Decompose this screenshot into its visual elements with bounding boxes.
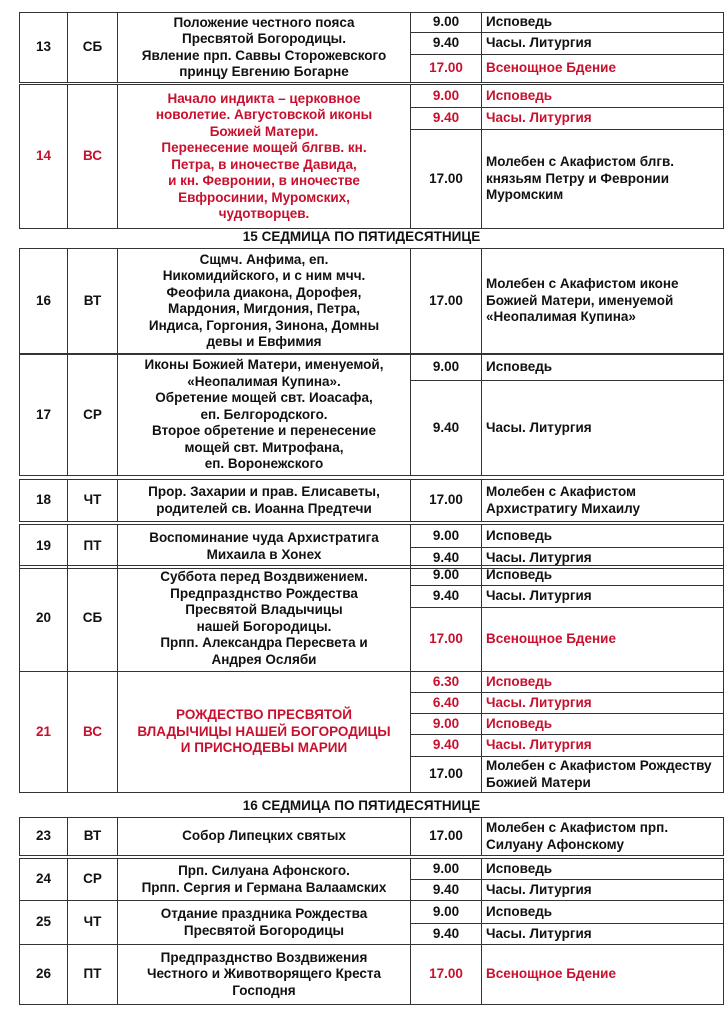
service-time: 9.00 — [411, 13, 482, 33]
day-number: 21 — [20, 672, 68, 793]
service-row — [20, 901, 724, 924]
day-number: 25 — [20, 901, 68, 945]
day-table — [19, 565, 724, 672]
description-line: Прор. Захарии и прав. Елисаветы, — [148, 484, 380, 499]
service-name: Часы. Литургия — [482, 108, 724, 130]
description-line: Второе обретение и перенесение — [152, 423, 376, 439]
service-name: Исповедь — [482, 859, 724, 880]
service-time: 9.00 — [411, 566, 482, 586]
day-block — [19, 354, 704, 475]
description-line: Перенесение мощей блгвв. кн. — [161, 140, 367, 155]
day-block — [19, 671, 712, 792]
service-name: Часы. Литургия — [482, 880, 724, 901]
description-line: Положение честного пояса — [173, 14, 355, 30]
service-name: Часы. Литургия — [482, 735, 724, 757]
day-description — [118, 480, 411, 522]
description-line: Воспоминание чуда Архистратига — [149, 530, 379, 545]
service-name: Исповедь — [482, 901, 724, 924]
day-number: 19 — [20, 525, 68, 569]
week-heading: 15 СЕДМИЦА ПО ПЯТИДЕСЯТНИЦЕ — [242, 229, 481, 244]
day-description — [118, 85, 411, 229]
service-name: Часы. Литургия — [482, 548, 724, 569]
day-description — [118, 566, 411, 672]
day-block — [19, 565, 704, 671]
description-line: еп. Белгородского. — [200, 406, 328, 422]
service-row — [20, 249, 724, 354]
description-line: Евфросинии, Муромских, — [178, 189, 350, 205]
description-line: Предпразднство Воздвижения — [160, 949, 368, 965]
service-name: Часы. Литургия — [482, 693, 724, 714]
day-number: 18 — [20, 480, 68, 522]
day-description — [118, 901, 411, 945]
service-time: 17.00 — [411, 249, 482, 354]
day-number: 20 — [20, 566, 68, 672]
description-line: девы и Евфимия — [206, 334, 322, 349]
day-description — [118, 945, 411, 1005]
day-table — [19, 84, 724, 229]
service-name: Исповедь — [482, 525, 724, 548]
description-line: Предпразднство Рождества — [170, 585, 358, 601]
service-time: 9.00 — [411, 901, 482, 924]
description-line: Феофила диакона, Дорофея, — [166, 284, 362, 300]
day-block — [19, 479, 704, 521]
service-time: 9.40 — [411, 735, 482, 757]
day-of-week: СР — [68, 355, 118, 476]
description-line: Честного и Животворящего Креста — [146, 966, 382, 982]
description-line: «Неопалимая Купина». — [187, 373, 341, 389]
service-name: Молебен с Акафистом прп. Силуану Афонскому — [482, 818, 724, 856]
service-time: 9.00 — [411, 355, 482, 381]
day-block — [19, 248, 704, 353]
service-name: Молебен с Акафистом иконе Божией Матери, именуемой «Неопалимая Купина» — [482, 249, 724, 354]
day-of-week: ВС — [68, 672, 118, 793]
service-row — [20, 480, 724, 522]
description-line: Отдание праздника Рождества — [160, 906, 368, 921]
description-line: Андрея Осляби — [211, 651, 317, 667]
description-line: Михаила в Хонех — [206, 546, 322, 562]
day-description — [118, 859, 411, 901]
service-time: 17.00 — [411, 130, 482, 229]
day-table — [19, 248, 724, 354]
service-time: 9.40 — [411, 108, 482, 130]
day-number: 17 — [20, 355, 68, 476]
description-line: Обретение мощей свт. Иоасафа, — [155, 390, 373, 406]
service-name: Всенощное Бдение — [482, 608, 724, 672]
service-name: Исповедь — [482, 355, 724, 381]
day-table — [19, 900, 724, 945]
day-of-week: ВТ — [68, 818, 118, 856]
description-line: Иконы Божией Матери, именуемой, — [144, 357, 384, 373]
service-row — [20, 672, 724, 693]
description-line: Мардония, Мигдония, Петра, — [168, 301, 360, 316]
description-line: ВЛАДЫЧИЦЫ НАШЕЙ БОГОРОДИЦЫ — [137, 723, 391, 739]
day-description — [118, 525, 411, 569]
day-table — [19, 524, 724, 569]
day-of-week: СБ — [68, 566, 118, 672]
service-name: Исповедь — [482, 566, 724, 586]
description-line: чудотворцев. — [218, 206, 310, 221]
description-line: РОЖДЕСТВО ПРЕСВЯТОЙ — [176, 707, 352, 723]
day-number: 13 — [20, 13, 68, 83]
service-name: Всенощное Бдение — [482, 55, 724, 83]
description-line: Сщмч. Анфима, еп. — [199, 251, 329, 267]
service-time: 9.00 — [411, 525, 482, 548]
description-line: и кн. Февронии, в иночестве — [168, 173, 360, 188]
service-time: 9.00 — [411, 85, 482, 108]
day-number: 14 — [20, 85, 68, 229]
description-line: Божией Матери. — [209, 123, 319, 139]
service-name: Всенощное Бдение — [482, 945, 724, 1005]
service-time: 9.00 — [411, 859, 482, 880]
service-name: Исповедь — [482, 714, 724, 735]
service-row — [20, 525, 724, 548]
description-line: Начало индикта – церковное — [167, 90, 361, 106]
service-row — [20, 859, 724, 880]
day-table — [19, 354, 724, 476]
description-line: И ПРИСНОДЕВЫ МАРИИ — [180, 740, 348, 756]
description-line: Пресвятой Владычицы — [185, 602, 343, 617]
description-line: Собор Липецких святых — [182, 828, 346, 844]
day-description — [118, 249, 411, 354]
day-of-week: СР — [68, 859, 118, 901]
description-line: принцу Евгению Богарне — [179, 64, 349, 79]
description-line: Явление прп. Саввы Сторожевского — [141, 47, 387, 63]
service-time: 6.40 — [411, 693, 482, 714]
day-table — [19, 671, 724, 793]
service-time: 9.40 — [411, 924, 482, 945]
day-table — [19, 12, 724, 83]
week-heading: 16 СЕДМИЦА ПО ПЯТИДЕСЯТНИЦЕ — [242, 798, 481, 813]
service-time: 9.00 — [411, 714, 482, 735]
service-name: Часы. Литургия — [482, 924, 724, 945]
service-row — [20, 818, 724, 856]
description-line: еп. Воронежского — [204, 456, 324, 472]
day-block — [19, 817, 704, 855]
day-of-week: ВТ — [68, 249, 118, 354]
service-time: 9.40 — [411, 548, 482, 569]
service-name: Часы. Литургия — [482, 586, 724, 608]
service-name: Часы. Литургия — [482, 381, 724, 476]
description-line: Никомидийского, и с ним мчч. — [162, 268, 366, 283]
description-line: Пресвятой Богородицы — [183, 922, 345, 938]
description-line: Прп. Силуана Афонского. — [178, 863, 350, 878]
service-time: 17.00 — [411, 757, 482, 793]
service-time: 17.00 — [411, 945, 482, 1005]
service-name: Исповедь — [482, 13, 724, 33]
description-line: Суббота перед Воздвижением. — [160, 569, 368, 584]
service-row — [20, 85, 724, 108]
day-number: 26 — [20, 945, 68, 1005]
description-line: Прпп. Сергия и Германа Валаамских — [141, 879, 387, 895]
description-line: мощей свт. Митрофана, — [184, 439, 344, 455]
day-of-week: ПТ — [68, 945, 118, 1005]
day-of-week: ВС — [68, 85, 118, 229]
day-number: 16 — [20, 249, 68, 354]
day-block — [19, 84, 704, 228]
day-block — [19, 524, 704, 568]
description-line: Господня — [232, 982, 296, 998]
service-time: 17.00 — [411, 818, 482, 856]
day-of-week: ПТ — [68, 525, 118, 569]
day-of-week: ЧТ — [68, 480, 118, 522]
service-name: Молебен с Акафистом блгв. князьям Петру и Февронии Муромским — [482, 130, 724, 229]
day-block — [19, 858, 704, 900]
day-description — [118, 355, 411, 476]
day-block — [19, 12, 704, 82]
description-line: нашей Богородицы. — [196, 618, 332, 634]
service-row — [20, 566, 724, 586]
description-line: Петра, в иночестве Давида, — [171, 156, 357, 172]
day-description — [118, 672, 411, 793]
day-description — [118, 818, 411, 856]
service-name: Молебен с Акафистом Рождеству Божией Матери — [482, 757, 724, 793]
service-name: Часы. Литургия — [482, 33, 724, 55]
day-description — [118, 13, 411, 83]
description-line: Прпп. Александра Пересвета и — [160, 635, 368, 650]
day-of-week: СБ — [68, 13, 118, 83]
day-number: 24 — [20, 859, 68, 901]
service-name: Исповедь — [482, 85, 724, 108]
description-line: новолетие. Августовской иконы — [155, 107, 373, 122]
day-number: 23 — [20, 818, 68, 856]
description-line: Индиса, Горгония, Зинона, Домны — [148, 317, 380, 333]
description-line: Пресвятой Богородицы. — [182, 31, 346, 46]
service-name: Молебен с Акафистом Архистратигу Михаилу — [482, 480, 724, 522]
day-table — [19, 944, 724, 1005]
service-time: 9.40 — [411, 880, 482, 901]
service-time: 9.40 — [411, 586, 482, 608]
day-table — [19, 817, 724, 856]
service-time: 17.00 — [411, 608, 482, 672]
day-table — [19, 479, 724, 522]
day-block — [19, 944, 704, 1004]
service-row — [20, 13, 724, 33]
service-time: 9.40 — [411, 33, 482, 55]
description-line: родителей св. Иоанна Предтечи — [156, 500, 372, 516]
day-table — [19, 858, 724, 901]
service-time: 6.30 — [411, 672, 482, 693]
day-of-week: ЧТ — [68, 901, 118, 945]
service-time: 17.00 — [411, 480, 482, 522]
service-row — [20, 355, 724, 381]
service-time: 9.40 — [411, 381, 482, 476]
service-row — [20, 945, 724, 1005]
day-block — [19, 900, 704, 944]
service-time: 17.00 — [411, 55, 482, 83]
service-name: Исповедь — [482, 672, 724, 693]
